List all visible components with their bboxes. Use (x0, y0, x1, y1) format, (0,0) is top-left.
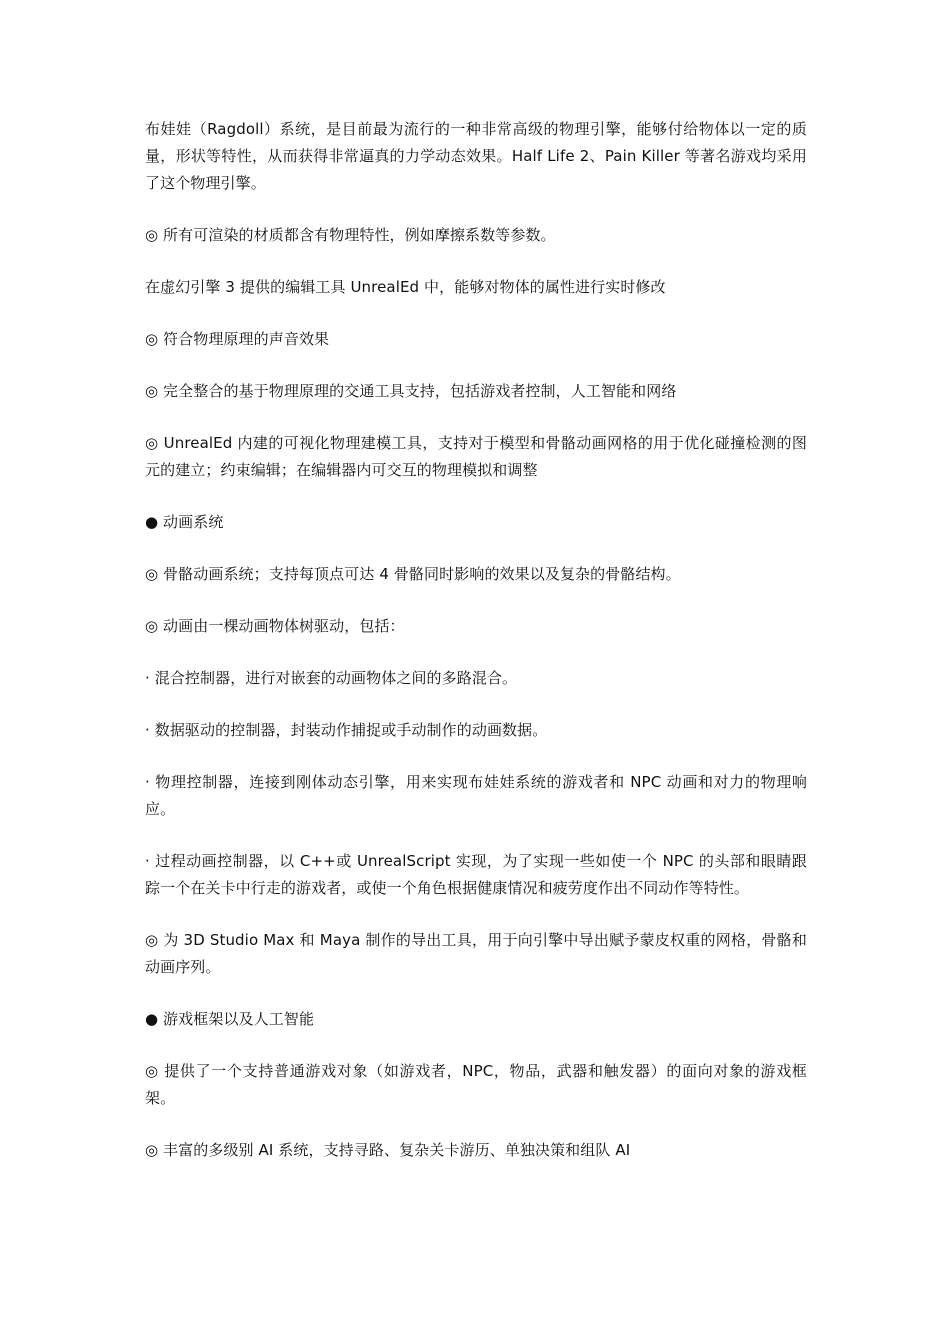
list-item-blend-controller: · 混合控制器，进行对嵌套的动画物体之间的多路混合。 (145, 669, 518, 687)
document-body (145, 116, 807, 1189)
list-item-data-driven-controller: · 数据驱动的控制器，封装动作捕捉或手动制作的动画数据。 (145, 721, 548, 739)
heading-animation-system: ● 动画系统 (145, 513, 224, 531)
paragraph-material-physics: ◎ 所有可渲染的材质都含有物理特性，例如摩擦系数等参数。 (145, 226, 556, 244)
paragraph-vehicle-support: ◎ 完全整合的基于物理原理的交通工具支持，包括游戏者控制，人工智能和网络 (145, 382, 677, 400)
list-item-physics-controller: · 物理控制器，连接到刚体动态引擎，用来实现布娃娃系统的游戏者和 NPC 动画和对力的物理响应。 (145, 773, 807, 818)
paragraph-unrealed-realtime: 在虚幻引擎 3 提供的编辑工具 UnrealEd 中，能够对物体的属性进行实时修改 (145, 278, 666, 296)
heading-game-framework-ai: ● 游戏框架以及人工智能 (145, 1010, 315, 1028)
list-item-procedural-controller: · 过程动画控制器，以 C++或 UnrealScript 实现，为了实现一些如使一个 NPC 的头部和眼睛跟踪一个在关卡中行走的游戏者，或使一个角色根据健康情况和疲劳度作出不同动作等特性。 (145, 852, 807, 897)
paragraph-ragdoll-intro: 布娃娃（Ragdoll）系统，是目前最为流行的一种非常高级的物理引擎，能够付给物体以一定的质量，形状等特性，从而获得非常逼真的力学动态效果。Half Life 2、Pain Killer 等著名游戏均采用了这个物理引擎。 (145, 120, 807, 192)
paragraph-physics-modeling-tools: ◎ UnrealEd 内建的可视化物理建模工具，支持对于模型和骨骼动画网格的用于优化碰撞检测的图元的建立；约束编辑；在编辑器内可交互的物理模拟和调整 (145, 434, 807, 479)
paragraph-animation-tree: ◎ 动画由一棵动画物体树驱动，包括： (145, 617, 405, 635)
paragraph-export-tools: ◎ 为 3D Studio Max 和 Maya 制作的导出工具，用于向引擎中导出赋予蒙皮权重的网格，骨骼和动画序列。 (145, 931, 807, 976)
paragraph-game-framework: ◎ 提供了一个支持普通游戏对象（如游戏者，NPC，物品，武器和触发器）的面向对象的游戏框架。 (145, 1062, 807, 1107)
paragraph-physical-sound: ◎ 符合物理原理的声音效果 (145, 330, 330, 348)
paragraph-skeletal-animation: ◎ 骨骼动画系统；支持每顶点可达 4 骨骼同时影响的效果以及复杂的骨骼结构。 (145, 565, 681, 583)
paragraph-ai-system: ◎ 丰富的多级别 AI 系统，支持寻路、复杂关卡游历、单独决策和组队 AI (145, 1141, 631, 1159)
